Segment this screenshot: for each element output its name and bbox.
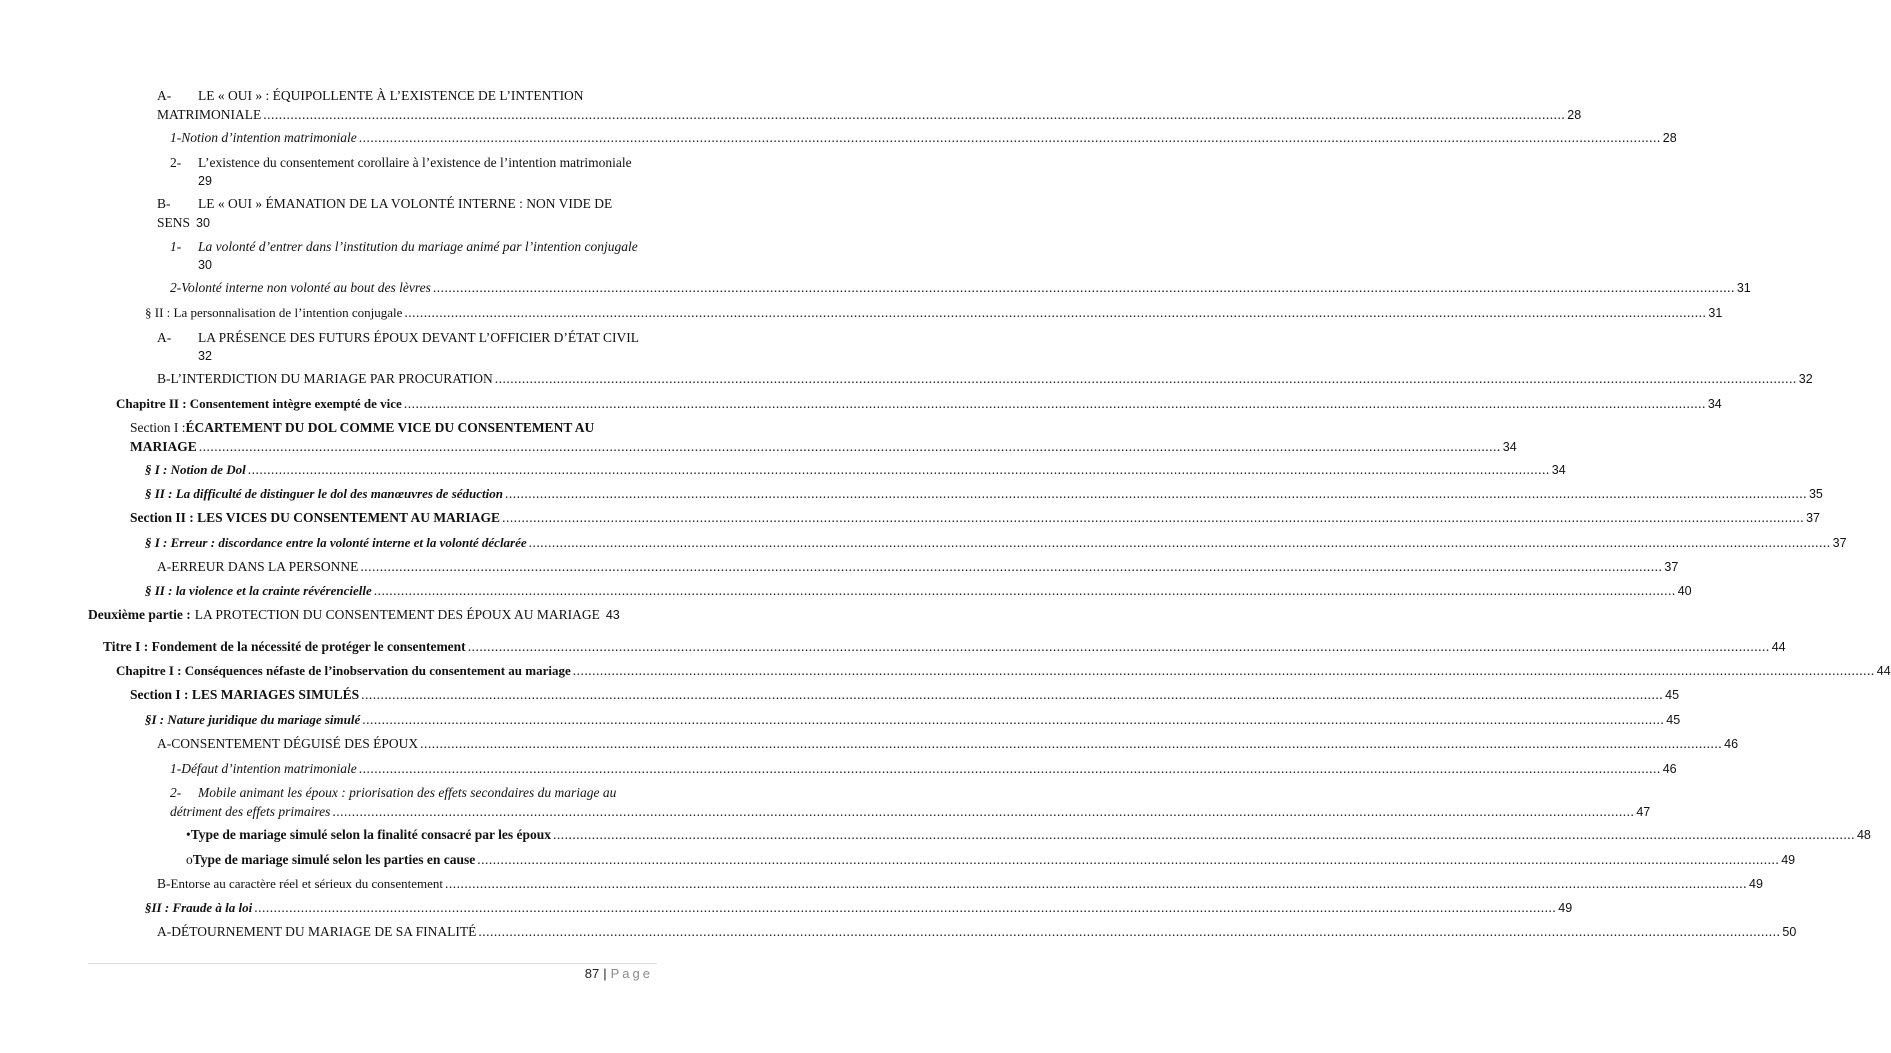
toc-page-number: 45 [1666,713,1681,727]
toc-entry-title: Notion d’intention matrimoniale [181,130,357,145]
toc-entry [130,685,1680,705]
toc-entry-title: Section II : LES VICES DU CONSENTEMENT AU MARIAGE [130,510,501,525]
toc-entry-title-cont: MARIAGE [130,439,197,454]
toc-entry [170,153,655,191]
toc-entry-title: § II : La personnalisation de l’intention conjugale [145,305,403,320]
leader-dots [248,460,1550,479]
toc-page-number: 30 [198,258,212,272]
toc-entry-prefix: Section I : [130,420,186,435]
toc-page-number: 34 [1502,440,1517,454]
leader-dots [199,437,1501,456]
toc-entry-label: 2- [170,785,182,800]
toc-entry-title: Chapitre I : Conséquences néfaste de l’inobservation du consentement au mariage [116,663,571,678]
toc-entry-title: LE « OUI » ÉMANATION DE LA VOLONTÉ INTERNE : NON VIDE DE [198,196,613,211]
toc-entry-title-cont: MATRIMONIALE [157,107,262,122]
toc-entry [170,783,1651,822]
toc-page-number: 49 [1749,877,1763,891]
toc-entry [186,850,1796,870]
toc-entry-label: 2- [170,155,182,170]
footer-page-label: Page [610,966,653,981]
leader-dots [332,802,1634,821]
toc-entry [157,874,1763,894]
toc-entry-label: B- [157,371,171,386]
toc-entry [145,303,1723,323]
toc-entry-title: LA PROTECTION DU CONSENTEMENT DES ÉPOUX AU MARIAGE [194,607,600,622]
toc-entry [157,922,1797,942]
footer-page-number: 87 [584,966,600,981]
leader-dots [420,734,1722,753]
toc-page-number: 31 [1708,306,1723,320]
toc-page-number: 37 [1832,536,1847,550]
page-footer [585,966,653,981]
toc-page-number: 34 [1551,463,1566,477]
leader-dots [529,533,1831,552]
toc-page-number: 43 [605,608,620,622]
leader-dots [478,922,1780,941]
toc-entry [157,557,1679,577]
toc-entry [170,278,1751,298]
toc-entry-title: LE « OUI » : ÉQUIPOLLENTE À L’EXISTENCE DE L’INTENTION [198,88,584,103]
leader-dots [404,394,1706,413]
toc-entry [116,394,1722,414]
toc-page-number: 49 [1781,853,1796,867]
toc-entry [157,734,1739,754]
toc-page-number: 35 [1808,487,1823,501]
toc-page-number: 28 [1662,131,1677,145]
toc-page-number: 30 [196,216,210,230]
leader-dots [502,508,1804,527]
toc-entry-title: Type de mariage simulé selon la finalité consacré par les époux [190,827,551,842]
circle-bullet-icon: o [186,852,193,867]
toc-entry [116,661,1891,681]
leader-dots [359,128,1661,147]
toc-entry-label: A- [157,330,172,345]
toc-entry-title: Mobile animant les époux : priorisation des effets secondaires du mariage au [198,785,617,800]
toc-entry-title: L’existence du consentement corollaire à l’existence de l’intention matrimoniale [198,155,632,170]
toc-entry-label: A- [157,88,172,103]
leader-dots [374,581,1676,600]
toc-entry [103,637,1786,657]
leader-dots [468,637,1770,656]
toc-entry-title: § II : La difficulté de distinguer le dol des manœuvres de séduction [145,486,503,501]
toc-entry-title: §II : Fraude à la loi [145,900,253,915]
leader-dots [404,303,1706,322]
toc-entry-title: Titre I : Fondement de la nécessité de protéger le consentement [103,639,466,654]
toc-page-number: 37 [1806,511,1820,525]
leader-dots [361,685,1663,704]
toc-entry [130,508,1820,528]
toc-page-number: 45 [1665,688,1680,702]
toc-entry-label: B- [157,876,171,891]
toc-page-number: 44 [1771,640,1786,654]
leader-dots [362,710,1664,729]
toc-entry-title: Défaut d’intention matrimoniale [181,761,357,776]
leader-dots [495,369,1797,388]
toc-entry [157,369,1813,389]
toc-page-number: 49 [1558,901,1573,915]
leader-dots [573,661,1875,680]
toc-page-number: 37 [1664,560,1679,574]
toc-entry-title: § I : Notion de Dol [145,462,246,477]
footer-separator: | [603,966,607,981]
leader-dots [505,484,1807,503]
toc-page-number: 50 [1782,925,1797,939]
toc-page-number: 40 [1677,584,1692,598]
toc-page-number: 34 [1707,397,1722,411]
footer-divider [88,963,657,964]
toc-entry [145,460,1566,480]
toc-entry [157,328,655,366]
toc-entry-title-cont: SENS [157,215,191,230]
toc-entry-title: Section I : LES MARIAGES SIMULÉS [130,687,360,702]
toc-entry-title: Chapitre II : Consentement intègre exempté de vice [116,396,402,411]
toc-entry [186,825,1871,845]
toc-entry-title: DÉTOURNEMENT DU MARIAGE DE SA FINALITÉ [171,924,477,939]
toc-entry-title: ERREUR DANS LA PERSONNE [171,559,359,574]
toc-entry [170,128,1677,148]
toc-entry [130,418,1517,457]
toc-entry-title: §I : Nature juridique du mariage simulé [145,712,361,727]
toc-entry [145,533,1847,553]
toc-entry [88,605,655,625]
toc-entry [145,710,1681,730]
toc-entry-title: ÉCARTEMENT DU DOL COMME VICE DU CONSENTEMENT AU [185,420,595,435]
toc-page-number: 46 [1724,737,1739,751]
toc-entry [145,898,1573,918]
toc-entry-title: Entorse au caractère réel et sérieux du consentement [170,876,443,891]
toc-entry-label: B- [157,196,171,211]
toc-page-number: 31 [1736,281,1751,295]
leader-dots [445,874,1747,893]
toc-entry-title: § I : Erreur : discordance entre la volonté interne et la volonté déclarée [145,535,527,550]
toc-entry-label: 1- [170,130,182,145]
toc-entry-label: 1- [170,239,182,254]
toc-page-number: 28 [1567,108,1582,122]
toc-entry-title: § II : la violence et la crainte révérencielle [145,583,372,598]
toc-entry [157,194,655,233]
leader-dots [553,825,1855,844]
leader-dots [477,850,1779,869]
toc-page-number: 29 [198,174,212,188]
toc-page-number: 47 [1636,805,1651,819]
toc-page-number: 32 [198,349,212,363]
toc-entry [157,86,1582,125]
toc-entry-label: A- [157,559,172,574]
leader-dots [263,105,1565,124]
toc-entry-label: 1- [170,761,182,776]
bullet-icon: • [186,827,191,842]
leader-dots [359,759,1661,778]
toc-page-number: 44 [1876,664,1891,678]
toc-page-number: 46 [1662,762,1677,776]
toc-entry-title: La volonté d’entrer dans l’institution du mariage animé par l’intention conjugale [198,239,638,254]
toc-entry-title: Volonté interne non volonté au bout des lèvres [181,280,431,295]
leader-dots [254,898,1556,917]
toc-entry-title: Type de mariage simulé selon les parties en cause [192,852,476,867]
toc-entry-title-cont: détriment des effets primaires [170,804,331,819]
toc-page-number: 48 [1856,828,1871,842]
toc-part-prefix: Deuxième partie : [88,607,191,622]
toc-entry-label: A- [157,736,172,751]
toc-entry-title: LA PRÉSENCE DES FUTURS ÉPOUX DEVANT L’OFFICIER D’ÉTAT CIVIL [198,330,639,345]
toc-entry [145,484,1823,504]
toc-entry-label: 2- [170,280,182,295]
toc-entry-title: CONSENTEMENT DÉGUISÉ DES ÉPOUX [171,736,419,751]
toc-entry-title: L’INTERDICTION DU MARIAGE PAR PROCURATION [170,371,493,386]
toc-entry [170,759,1677,779]
toc-page-number: 32 [1798,372,1813,386]
leader-dots [360,557,1662,576]
leader-dots [433,278,1735,297]
toc-entry-label: A- [157,924,172,939]
toc-entry [145,581,1692,601]
toc-entry [170,237,655,275]
